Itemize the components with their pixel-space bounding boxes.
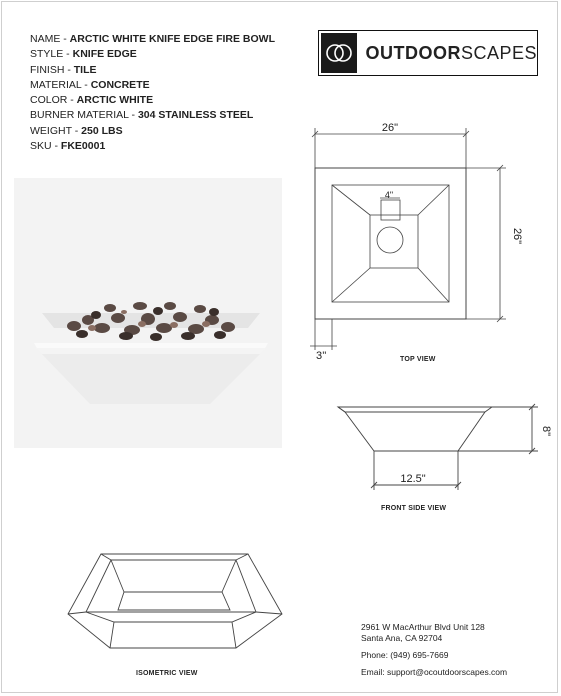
front-height-label: 8" [540, 425, 552, 437]
spec-style: STYLE - KNIFE EDGE [30, 48, 137, 61]
spec-weight: WEIGHT - 250 LBS [30, 124, 123, 137]
rim-width-label: 3" [316, 350, 327, 362]
isometric-view-drawing [60, 540, 300, 660]
front-view-drawing [330, 395, 552, 495]
product-photo [14, 178, 282, 448]
spec-burner-material: BURNER MATERIAL - 304 STAINLESS STEEL [30, 109, 254, 122]
front-base-label: 12.5" [400, 473, 426, 485]
address-line-1: 2961 W MacArthur Blvd Unit 128 [361, 622, 485, 632]
front-view-caption: FRONT SIDE VIEW [381, 505, 447, 512]
address-line-2: Santa Ana, CA 92704 [361, 633, 443, 643]
top-view-dimensions [300, 120, 530, 350]
spec-finish: FINISH - TILE [30, 63, 97, 76]
contact-block [361, 622, 507, 678]
logo-rings-icon [321, 33, 357, 73]
logo-wordmark: OUTDOORSCAPES [365, 42, 537, 63]
top-view-caption: TOP VIEW [400, 356, 436, 363]
burner-width-label: 4" [384, 190, 394, 200]
spec-color: COLOR - ARCTIC WHITE [30, 94, 154, 107]
top-width-label: 26" [381, 122, 399, 134]
spec-sku: SKU - FKE0001 [30, 140, 106, 153]
spec-list [30, 32, 275, 154]
spec-name: NAME - ARCTIC WHITE KNIFE EDGE FIRE BOWL [30, 33, 275, 45]
email-text: Email: support@ocoutdoorscapes.com [361, 667, 508, 677]
isometric-view-caption: ISOMETRIC VIEW [136, 670, 198, 677]
brand-logo [318, 30, 538, 76]
spec-material: MATERIAL - CONCRETE [30, 78, 150, 91]
top-depth-label: 26" [511, 227, 523, 245]
phone-text: Phone: (949) 695-7669 [361, 650, 449, 660]
